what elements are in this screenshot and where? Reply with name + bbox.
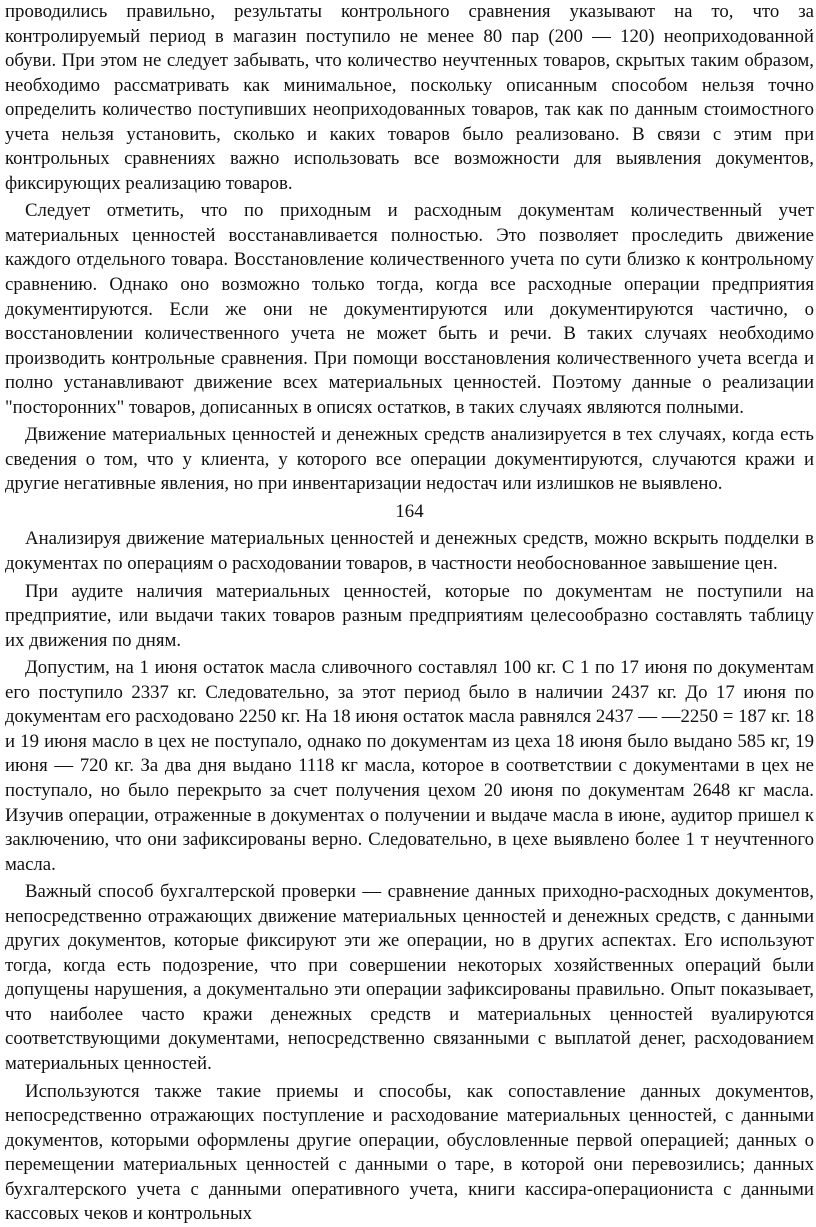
paragraph-4: Анализируя движение материальных ценностей и денежных средств, можно вскрыть подделки в документах по операциям о расходовании товаров, в частности необоснованное завышение цен. — [5, 528, 814, 575]
paragraph-8: Используются также такие приемы и способы, как сопоставление данных документов, непосредственно отражающих поступление и расходование материальных ценностей, с данными документов, которыми оформлены другие операции, обусловленные первой операцией; данных о перемещении материальных ценностей с данными о таре, в которой они перевозились; данных бухгалтерского учета с данными оперативного учета, книги кассира-операциониста с данными кассовых чеков и контрольных — [5, 1080, 814, 1225]
paragraph-2: Следует отметить, что по приходным и расходным документам количественный учет материальных ценностей восстанавливается полностью. Это позволяет проследить движение каждого отдельного товара. Восстановление количественного учета по сути близко к контрольному сравнению. Однако оно возможно только тогда, когда все расходные операции предприятия документируются. Если же они не документируются или документируются частично, о восстановлении количественного учета не может быть и речи. В таких случаях необходимо производить контрольные сравнения. При помощи восстановления количественного учета всегда и полно устанавливают движение всех материальных ценностей. Поэтому данные о реализации "посторонних" товаров, дописанных в описях остатков, в таких случаях являются полными. — [5, 200, 814, 418]
paragraph-3: Движение материальных ценностей и денежных средств анализируется в тех случаях, когда есть сведения о том, что у клиента, у которого все операции документируются, случаются кражи и другие негативные явления, но при инвентаризации недостач или излишков не выявлено. — [5, 424, 814, 495]
paragraph-1: проводились правильно, результаты контрольного сравнения указывают на то, что за контролируемый период в магазин поступило не менее 80 пар (200 — 120) неоприходованной обуви. При этом не следует забывать, что количество неучтенных товаров, скрытых таким образом, необходимо рассматривать как минимальное, поскольку описанным способом нельзя точно определить количество поступивших неоприходованных товаров, так как по данным стоимостного учета нельзя установить, сколько и каких товаров было реализовано. В связи с этим при контрольных сравнениях важно использовать все возможности для выявления документов, фиксирующих реализацию товаров. — [5, 1, 814, 194]
paragraph-7: Важный способ бухгалтерской проверки — сравнение данных приходно-расходных документов, непосредственно отражающих движение материальных ценностей и денежных средств, с данными других документов, которые фиксируют эти же операции, но в других аспектах. Его используют тогда, когда есть подозрение, что при совершении некоторых хозяйственных операций были допущены нарушения, а документально эти операции зафиксированы правильно. Опыт показывает, что наиболее часто кражи денежных средств и материальных ценностей вуалируются соответствующими документами, непосредственно связанными с выплатой денег, расходованием материальных ценностей. — [5, 881, 814, 1074]
page-number: 164 — [395, 500, 424, 522]
paragraph-6: Допустим, на 1 июня остаток масла сливочного составлял 100 кг. С 1 по 17 июня по документам его поступило 2337 кг. Следовательно, за этот период было в наличии 2437 кг. До 17 июня по документам его расходовано 2250 кг. На 18 июня остаток масла равнялся 2437 — —2250 = 187 кг. 18 и 19 июня масло в цех не поступало, однако по документам из цеха 18 июня было выдано 585 кг, 19 июня — 720 кг. За два дня выдано 1118 кг масла, которое в соответствии с документами в цех не поступало, но было перекрыто за счет получения цехом 20 июня по документам 2648 кг масла. Изучив операции, отраженные в документах о получении и выдаче масла в июне, аудитор пришел к заключению, что они зафиксированы верно. Следовательно, в цехе выявлено более 1 т неучтенного масла. — [5, 657, 814, 875]
paragraph-5: При аудите наличия материальных ценностей, которые по документам не поступили на предприятие, или выдачи таких товаров разным предприятиям целесообразно составлять таблицу их движения по дням. — [5, 580, 814, 651]
